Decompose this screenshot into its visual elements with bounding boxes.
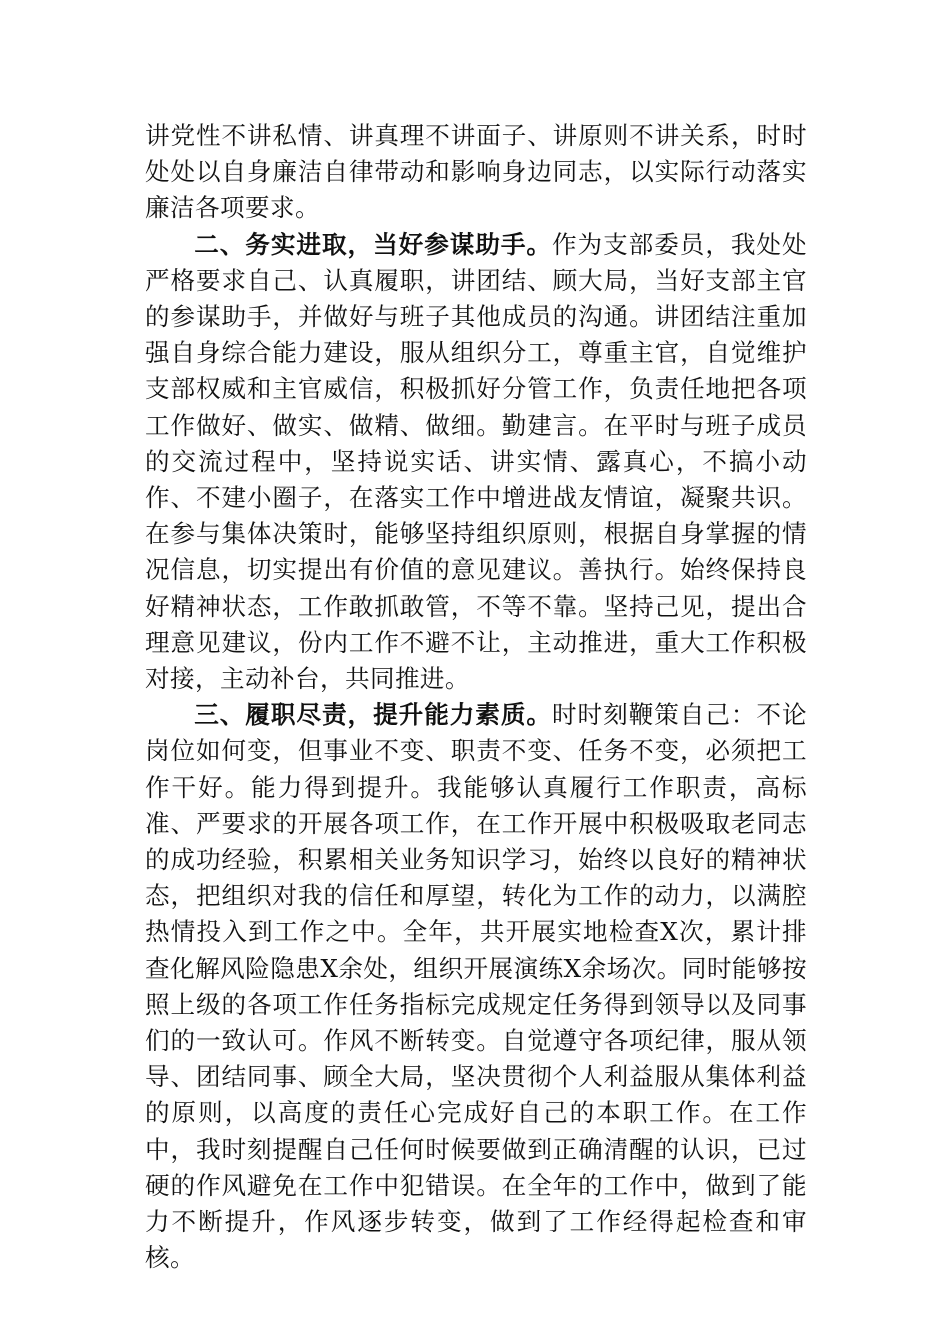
- section-2-heading: 二、务实进取，当好参谋助手。: [194, 229, 552, 259]
- paragraph-1: [145, 118, 807, 227]
- section-3-heading: 三、履职尽责，提升能力素质。: [194, 700, 552, 730]
- document-page: [145, 118, 807, 1277]
- paragraph-2-body: 作为支部委员，我处处严格要求自己、认真履职，讲团结、顾大局，当好支部主官的参谋助手，并做好与班子其他成员的沟通。讲团结注重加强自身综合能力建设，服从组织分工，尊重主官，自觉维护支部权威和主官威信，积极抓好分管工作，负责任地把各项工作做好、做实、做精、做细。勤建言。在平时与班子成员的交流过程中，坚持说实话、讲实情、露真心，不搞小动作、不建小圈子，在落实工作中增进战友情谊，凝聚共识。在参与集体决策时，能够坚持组织原则，根据自身掌握的情况信息，切实提出有价值的意见建议。善执行。始终保持良好精神状态，工作敢抓敢管，不等不靠。坚持己见，提出合理意见建议，份内工作不避不让，主动推进，重大工作积极对接，主动补台，共同推进。: [145, 229, 807, 694]
- paragraph-2: [145, 227, 807, 698]
- paragraph-3-body: 时时刻鞭策自己：不论岗位如何变，但事业不变、职责不变、任务不变，必须把工作干好。能力得到提升。我能够认真履行工作职责，高标准、严要求的开展各项工作，在工作开展中积极吸取老同志的成功经验，积累相关业务知识学习，始终以良好的精神状态，把组织对我的信任和厚望，转化为工作的动力，以满腔热情投入到工作之中。全年，共开展实地检查X次，累计排查化解风险隐患X余处，组织开展演练X余场次。同时能够按照上级的各项工作任务指标完成规定任务得到领导以及同事们的一致认可。作风不断转变。自觉遵守各项纪律，服从领导、团结同事、顾全大局，坚决贯彻个人利益服从集体利益的原则，以高度的责任心完成好自己的本职工作。在工作中，我时刻提醒自己任何时候要做到正确清醒的认识，已过硬的作风避免在工作中犯错误。在全年的工作中，做到了能力不断提升，作风逐步转变，做到了工作经得起检查和审核。: [145, 700, 807, 1273]
- paragraph-1-body: 讲党性不讲私情、讲真理不讲面子、讲原则不讲关系，时时处处以自身廉洁自律带动和影响身边同志，以实际行动落实廉洁各项要求。: [145, 121, 807, 223]
- paragraph-3: [145, 697, 807, 1276]
